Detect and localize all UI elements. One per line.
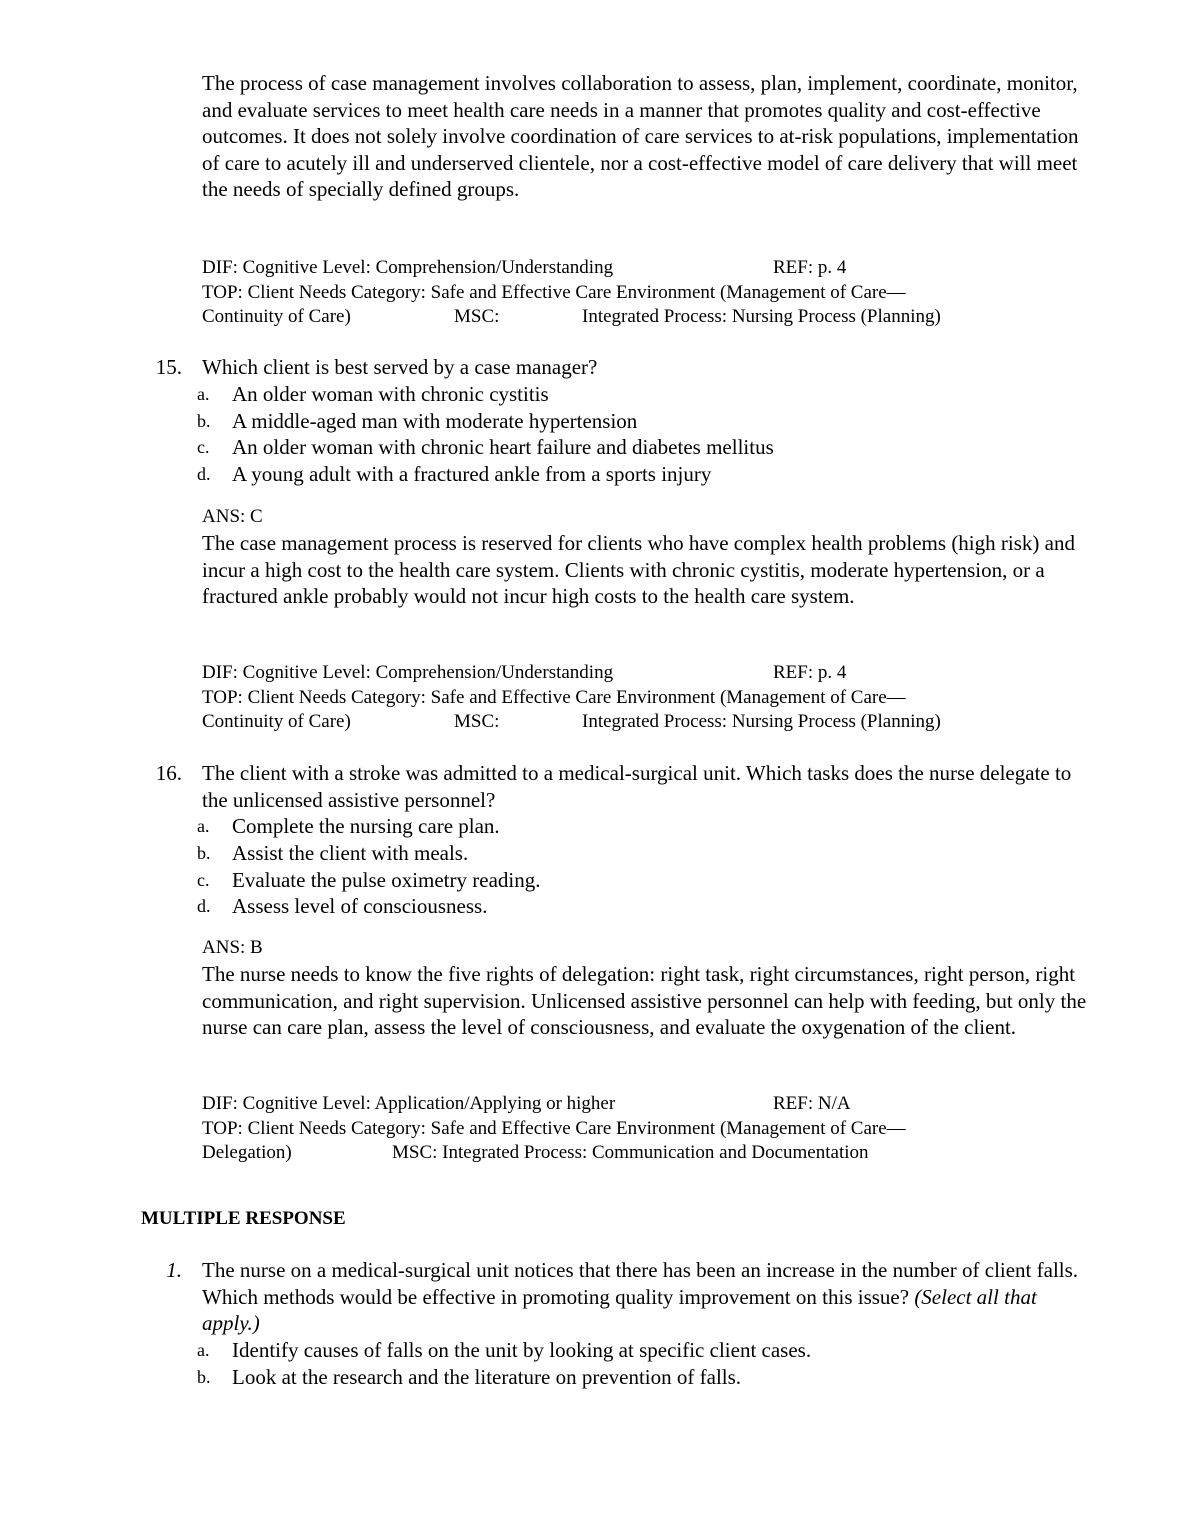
top-label: TOP: Client Needs Category: Safe and Effective Care Environment (Management of Care— [202,281,906,303]
rationale-text: The case management process is reserved for clients who have complex health problems (high risk) and incur a high cost to the health care system. Clients with chronic cystitis, moderate hypertension, or a fractured ankle probably would not incur high costs to the health care system. [202,531,1075,609]
question-text: Which client is best served by a case manager? [202,355,598,379]
msc-value: Integrated Process: Nursing Process (Planning) [582,306,941,327]
answer-label: ANS: C [202,506,263,527]
option-text: An older woman with chronic heart failure and diabetes mellitus [232,435,774,459]
top-label: TOP: Client Needs Category: Safe and Effective Care Environment (Management of Care— [202,1117,906,1139]
option-letter: d. [197,464,211,484]
option-letter: b. [197,843,211,863]
section-heading: MULTIPLE RESPONSE [141,1208,346,1229]
option-text: Assess level of consciousness. [232,894,488,918]
option-c [197,867,540,894]
msc-value: Integrated Process: Nursing Process (Planning) [582,711,941,732]
question-number: 1. [166,1258,182,1282]
option-text: Evaluate the pulse oximetry reading. [232,868,541,892]
option-d [197,893,487,920]
option-letter: d. [197,896,211,916]
ref-label: REF: N/A [773,1093,851,1114]
option-text: Complete the nursing care plan. [232,814,500,838]
question-main-text: The nurse on a medical-surgical unit notices that there has been an increase in the number of client falls. Which methods would be effective in promoting quality improvement on this issue? [202,1258,1079,1309]
select-all-note: (Select all that apply.) [202,1284,1037,1336]
question-number: 15. [155,355,182,379]
option-b [197,1364,741,1391]
option-text: Look at the research and the literature on prevention of falls. [232,1365,742,1389]
msc-label: MSC: [454,306,500,327]
answer-label: ANS: B [202,937,263,958]
top-continuation: Continuity of Care) [202,306,351,327]
rationale-text: The process of case management involves collaboration to assess, plan, implement, coordinate, monitor, and evaluate services to meet health care needs in a manner that promotes quality and cost-effective outcomes. It does not solely involve coordination of care services to at-risk populations, implementation of care to acutely ill and underserved clientele, nor a cost-effective model of care delivery that will meet the needs of specially defined groups. [202,71,1079,202]
option-text: An older woman with chronic cystitis [232,382,549,406]
dif-label: DIF: Cognitive Level: Comprehension/Understanding [202,257,614,278]
option-letter: a. [197,384,210,404]
option-letter: b. [197,411,211,431]
option-letter: a. [197,1340,210,1360]
option-text: Assist the client with meals. [232,841,469,865]
top-label: TOP: Client Needs Category: Safe and Effective Care Environment (Management of Care— [202,686,906,708]
question-number: 16. [155,761,182,785]
option-c [197,434,774,461]
top-continuation: Delegation) [202,1142,292,1163]
msc-label: MSC: Integrated Process: Communication and Documentation [392,1142,869,1163]
option-d [197,461,711,488]
rationale-text: The nurse needs to know the five rights of delegation: right task, right circumstances, right person, right communication, and right supervision. Unlicensed assistive personnel can help with feeding, but only the nurse can care plan, assess the level of consciousness, and evaluate the oxygenation of the client. [202,962,1087,1040]
option-text: Identify causes of falls on the unit by looking at specific client cases. [232,1338,812,1362]
msc-label: MSC: [454,711,500,732]
option-letter: c. [197,870,210,890]
question-metadata [202,1092,1102,1166]
option-letter: a. [197,816,210,836]
question-text: The client with a stroke was admitted to a medical-surgical unit. Which tasks does the nurse delegate to the unlicensed assistive personnel? [202,761,1072,812]
option-letter: b. [197,1367,211,1387]
option-letter: c. [197,437,210,457]
dif-label: DIF: Cognitive Level: Comprehension/Understanding [202,662,614,683]
option-text: A young adult with a fractured ankle from a sports injury [232,462,712,486]
top-continuation: Continuity of Care) [202,711,351,732]
option-text: A middle-aged man with moderate hypertension [232,409,638,433]
option-b [197,408,637,435]
question-metadata [202,661,1102,735]
question-metadata [202,256,1102,330]
ref-label: REF: p. 4 [773,257,847,278]
dif-label: DIF: Cognitive Level: Application/Applying or higher [202,1093,616,1114]
question-text [202,1257,1082,1337]
option-b [197,840,468,867]
option-a [197,381,549,408]
option-a [197,1337,811,1364]
ref-label: REF: p. 4 [773,662,847,683]
option-a [197,813,500,840]
